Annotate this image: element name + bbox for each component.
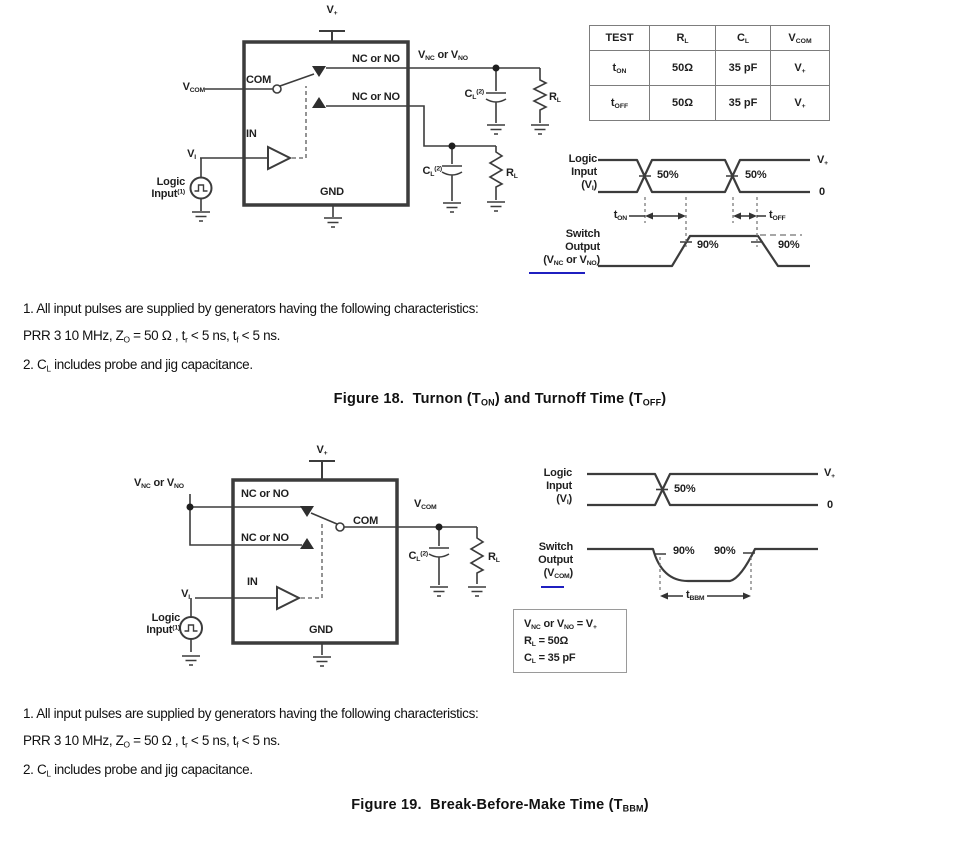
- table-cell: $t_{OFF}$: [590, 86, 650, 121]
- fig19-vin-label: $V_{NC}$ or $V_{NO}$: [134, 477, 184, 490]
- table-header-rl: $R_L$: [650, 26, 716, 51]
- fig19-tbbm-label: $t_{BBM}$: [683, 589, 707, 601]
- fig18-test-conditions-table: [589, 25, 830, 121]
- ground-icon: [182, 587, 486, 666]
- fig18-caption: Figure 18. Turnon $(T_{ON})$ and Turnoff Time $(T_{OFF})$: [333, 391, 667, 408]
- fig19-note-3: 2. $C_L$ includes probe and jig capacitance.: [23, 762, 253, 779]
- fig19-conditions-box: [513, 609, 627, 673]
- resistor-icon: [534, 68, 546, 123]
- fig19-timing-logic-label: Logic: [543, 467, 572, 479]
- fig19-50pct-label: 50%: [674, 483, 696, 495]
- switch-com-circle: [273, 85, 281, 93]
- switch-com-circle: [336, 523, 344, 531]
- fig18-timing-logic-label: Input: [571, 166, 597, 178]
- fig18-vout-label: $V_{NC}$ or $V_{NO}$: [418, 49, 468, 62]
- fig18-timing-logic-label: $(V_I)$: [581, 179, 597, 192]
- fig18-note-3: 2. $C_L$ includes probe and jig capacitance.: [23, 357, 253, 374]
- junction-dot: [449, 65, 500, 150]
- condition-line: $R_L = 50\Omega$: [524, 635, 569, 648]
- fig19-note-1: 1. All input pulses are supplied by generators having the following characteristics:: [23, 706, 479, 721]
- fig19-rl-label: $R_L$: [488, 551, 500, 564]
- fig19-gnd-pin-label: GND: [309, 624, 333, 636]
- fig18-timing-logic-label: Logic: [568, 153, 597, 165]
- pulse-source-icon: [180, 617, 202, 639]
- measure-dash-lines: [660, 557, 751, 592]
- capacitor-icon: [429, 527, 449, 585]
- fig19-in-pin-label: IN: [247, 576, 258, 588]
- fig18-logic-input-label: Logic: [156, 176, 185, 188]
- fig19-caption: Figure 19. Break-Before-Make Time $(T_{BBM})$: [351, 797, 649, 814]
- fig18-rl-top-label: $R_L$: [549, 91, 561, 104]
- logic-input-waveform: [587, 474, 818, 505]
- fig19-vplus-label: $V_+$: [316, 444, 328, 457]
- fig18-cl-top-label: $C_L^{(2)}$: [464, 88, 484, 101]
- switch-throw-icon: [300, 506, 314, 549]
- table-header-vcom: $V_{COM}$: [771, 26, 830, 51]
- fig19-timing-logic-label: Input: [546, 480, 572, 492]
- buffer-icon: [268, 147, 290, 169]
- fig18-zero-level-label: 0: [819, 186, 825, 198]
- link-underline[interactable]: [541, 586, 564, 588]
- table-cell: $t_{ON}$: [590, 51, 650, 86]
- fig19-90pct-label: 90%: [673, 545, 695, 557]
- capacitor-icon: [486, 68, 506, 123]
- switch-throw-icon: [312, 66, 326, 108]
- pulse-source-icon: [191, 178, 212, 199]
- fig19-switch-output-label: Output: [538, 554, 573, 566]
- fig18-vplus-level-label: $V_+$: [817, 154, 828, 167]
- fig19-nc-bottom-label: NC or NO: [241, 532, 289, 544]
- fig19-circuit-lines: [180, 461, 486, 666]
- switch-control-dash: [301, 521, 322, 598]
- fig18-vplus-label: $V_+$: [326, 4, 338, 17]
- table-cell: 50Ω: [650, 51, 716, 86]
- fig18-gnd-pin-label: GND: [320, 186, 344, 198]
- fig18-in-pin-label: IN: [246, 128, 257, 140]
- fig18-note-1: 1. All input pulses are supplied by generators having the following characteristics:: [23, 301, 479, 316]
- fig18-50pct-label: 50%: [657, 169, 679, 181]
- fig18-vi-label: $V_I$: [187, 148, 196, 161]
- fig18-nc-top-label: NC or NO: [352, 53, 400, 65]
- table-cell: $V_+$: [771, 51, 830, 86]
- fig19-logic-input-label: Input$^{(1)}$: [146, 624, 180, 636]
- logic-input-waveform: [598, 160, 810, 192]
- fig18-toff-label: $t_{OFF}$: [769, 209, 786, 222]
- fig18-com-pin-label: COM: [246, 74, 272, 86]
- fig18-nc-bottom-label: NC or NO: [352, 91, 400, 103]
- fig19-nc-top-label: NC or NO: [241, 488, 289, 500]
- fig19-com-pin-label: COM: [353, 515, 379, 527]
- resistor-icon: [490, 146, 502, 200]
- table-cell: 50Ω: [650, 86, 716, 121]
- fig19-timing-logic-label: $(V_I)$: [556, 493, 572, 506]
- fig19-switch-output-link[interactable]: $(V_{COM})$: [543, 567, 573, 580]
- fig18-switch-output-link[interactable]: ($V_{NC}$ or $V_{NO}$): [543, 254, 600, 267]
- fig19-cl-label: $C_L^{(2)}$: [408, 550, 428, 563]
- fig18-cl-bottom-label: $C_L^{(2)}$: [422, 165, 442, 178]
- condition-line: $V_{NC}$ or $V_{NO} = V_+$: [524, 618, 597, 631]
- link-underline[interactable]: [529, 272, 585, 274]
- fig19-note-2: PRR 3 10 MHz, $Z_O = 50$ Ω , $t_r < 5$ ns, $t_f < 5$ ns.: [23, 733, 281, 750]
- fig19-vplus-level-label: $V_+$: [824, 467, 835, 480]
- table-cell: 35 pF: [716, 51, 771, 86]
- fig18-rl-bottom-label: $R_L$: [506, 167, 518, 180]
- device-box: [244, 42, 408, 205]
- switch-control-dash: [292, 86, 306, 158]
- switch-output-waveform: [587, 549, 818, 581]
- table-row: [590, 86, 830, 121]
- table-header-test: TEST: [590, 26, 650, 51]
- condition-line: $C_L = 35$ pF: [524, 652, 576, 665]
- fig19-zero-level-label: 0: [827, 499, 833, 511]
- fig18-50pct-label: 50%: [745, 169, 767, 181]
- power-rail-icon: [309, 461, 335, 480]
- fig19-vcom-label: $V_{COM}$: [414, 498, 437, 511]
- fig18-90pct-label: 90%: [778, 239, 800, 251]
- fig18-ton-label: $t_{ON}$: [613, 209, 627, 222]
- fig19-switch-output-label: Switch: [538, 541, 573, 553]
- fig18-vcom-label: $V_{COM}$: [182, 81, 205, 94]
- fig18-90pct-label: 90%: [697, 239, 719, 251]
- fig18-logic-input-label: Input$^{(1)}$: [151, 188, 185, 200]
- fig19-90pct-label: 90%: [714, 545, 736, 557]
- fig18-switch-output-label: Output: [565, 241, 600, 253]
- table-cell: $V_+$: [771, 86, 830, 121]
- fig19-logic-input-label: Logic: [151, 612, 180, 624]
- capacitor-icon: [442, 146, 462, 201]
- fig18-note-2: PRR 3 10 MHz, $Z_O = 50$ Ω , $t_r < 5$ ns, $t_f < 5$ ns.: [23, 328, 281, 345]
- table-cell: 35 pF: [716, 86, 771, 121]
- buffer-icon: [277, 587, 299, 609]
- fig19-timing-lines: [587, 474, 818, 600]
- logic-input-waveform: [587, 474, 818, 505]
- fig18-switch-output-label: Switch: [565, 228, 600, 240]
- table-row: [590, 51, 830, 86]
- fig19-vi-label: $V_I$: [181, 588, 190, 601]
- table-header-cl: $C_L$: [716, 26, 771, 51]
- pct90-tick: [654, 553, 755, 554]
- logic-input-waveform: [598, 160, 810, 192]
